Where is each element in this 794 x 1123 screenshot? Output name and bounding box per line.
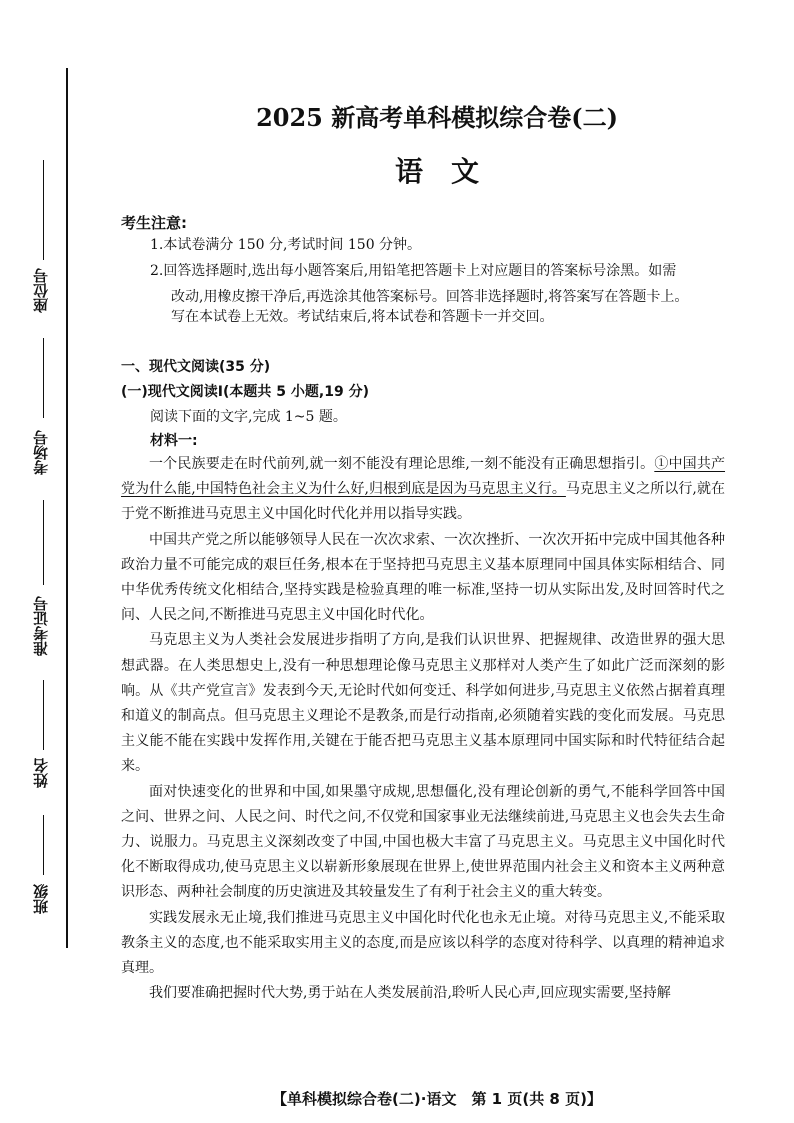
instruction-text: 阅读下面的文字,完成 1~5 题。 — [150, 409, 347, 425]
part-one-a-heading: (一)现代文阅读Ⅰ(本题共 5 小题,19 分) — [121, 384, 369, 400]
exam-room-label: 考场号 — [32, 430, 50, 475]
notice-item-2-cont: 改动,用橡皮擦干净后,再选涂其他答案标号。回答非选择题时,将答案写在答题卡上。 — [171, 289, 689, 305]
subject-title: 语文 — [394, 155, 507, 188]
paragraph-5: 实践发展永无止境,我们推进马克思主义中国化时代化也永无止境。对待马克思主义,不能采取教条主义的态度,也不能采取实用主义的态度,而是应该以科学的态度对待科学、以真理的精神追求真理。 — [121, 909, 725, 977]
notice-item-2-cont-2: 写在本试卷上无效。考试结束后,将本试卷和答题卡一并交回。 — [171, 309, 554, 325]
part-one-heading: 一、现代文阅读(35 分) — [121, 359, 271, 375]
name-blank — [43, 680, 44, 750]
notice-item-2: 2.回答选择题时,选出每小题答案后,用铅笔把答题卡上对应题目的答案标号涂黑。如需 — [150, 263, 677, 279]
material-label: 材料一: — [150, 433, 198, 449]
paragraph-1 — [121, 452, 725, 528]
paragraph-2: 中国共产党之所以能够领导人民在一次次求索、一次次挫折、一次次开拓中完成中国其他各种政治力量不可能完成的艰巨任务,根本在于坚持把马克思主义基本原理同中国具体实际相结合、同中华优秀传统文化相结合,坚持实践是检验真理的唯一标准,坚持一切从实际出发,及时回答时代之问、人民之问,不断推进马克思主义中国化时代化。 — [121, 531, 725, 624]
notice-heading: 考生注意: — [121, 214, 187, 232]
paragraph-6: 我们要准确把握时代大势,勇于站在人类发展前沿,聆听人民心声,回应现实需要,坚持解 — [149, 985, 671, 1002]
paragraph-3: 马克思主义为人类社会发展进步指明了方向,是我们认识世界、把握规律、改造世界的强大思想武器。在人类思想史上,没有一种思想理论像马克思主义那样对人类产生了如此广泛而深刻的影响。从《共产党宣言》发表到今天,无论时代如何变迁、科学如何进步,马克思主义依然占据着真理和道义的制高点。但马克思主义理论不是教条,而是行动指南,必须随着实践的变化而发展。马克思主义能不能在实践中发挥作用,关键在于能否把马克思主义基本原理同中国实际和时代特征结合起来。 — [121, 632, 725, 775]
seat-blank — [43, 160, 44, 260]
class-blank — [43, 815, 44, 875]
p1-text-a: 一个民族要走在时代前列,就一刻不能没有理论思维,一刻不能没有正确思想指引。 — [149, 456, 655, 472]
admission-number-blank — [43, 500, 44, 585]
name-label: 姓名 — [32, 758, 50, 788]
page-footer: 【单科模拟综合卷(二)·语文 第 1 页(共 8 页)】 — [272, 1090, 602, 1108]
class-label: 班级 — [32, 884, 50, 914]
notice-item-2-line-3 — [150, 304, 740, 330]
binding-line — [66, 68, 68, 948]
exam-title: 2025 新高考单科模拟综合卷(二) — [256, 103, 618, 132]
p1-text-b: 马克思主义之所以行,就在于党不断推进马克思主义中国化时代化并用以指导实践。 — [121, 481, 726, 523]
notice-item-1: 1.本试卷满分 150 分,考试时间 150 分钟。 — [150, 237, 422, 253]
admission-number-label: 准考证号 — [32, 596, 50, 656]
seat-label: 座位号 — [32, 268, 50, 313]
passage — [121, 452, 725, 1006]
p1-underlined-sentence: ①中国共产党为什么能,中国特色社会主义为什么好,归根到底是因为马克思主义行。 — [121, 456, 726, 498]
paragraph-4: 面对快速变化的世界和中国,如果墨守成规,思想僵化,没有理论创新的勇气,不能科学回答中国之问、世界之问、人民之问、时代之问,不仅党和国家事业无法继续前进,马克思主义也会失去生命力、说服力。马克思主义深刻改变了中国,中国也极大丰富了马克思主义。马克思主义中国化时代化不断取得成功,使马克思主义以崭新形象展现在世界上,使世界范围内社会主义和资本主义两种意识形态、两种社会制度的历史演进及其较量发生了有利于社会主义的重大转变。 — [121, 783, 725, 901]
exam-room-blank — [43, 338, 44, 418]
